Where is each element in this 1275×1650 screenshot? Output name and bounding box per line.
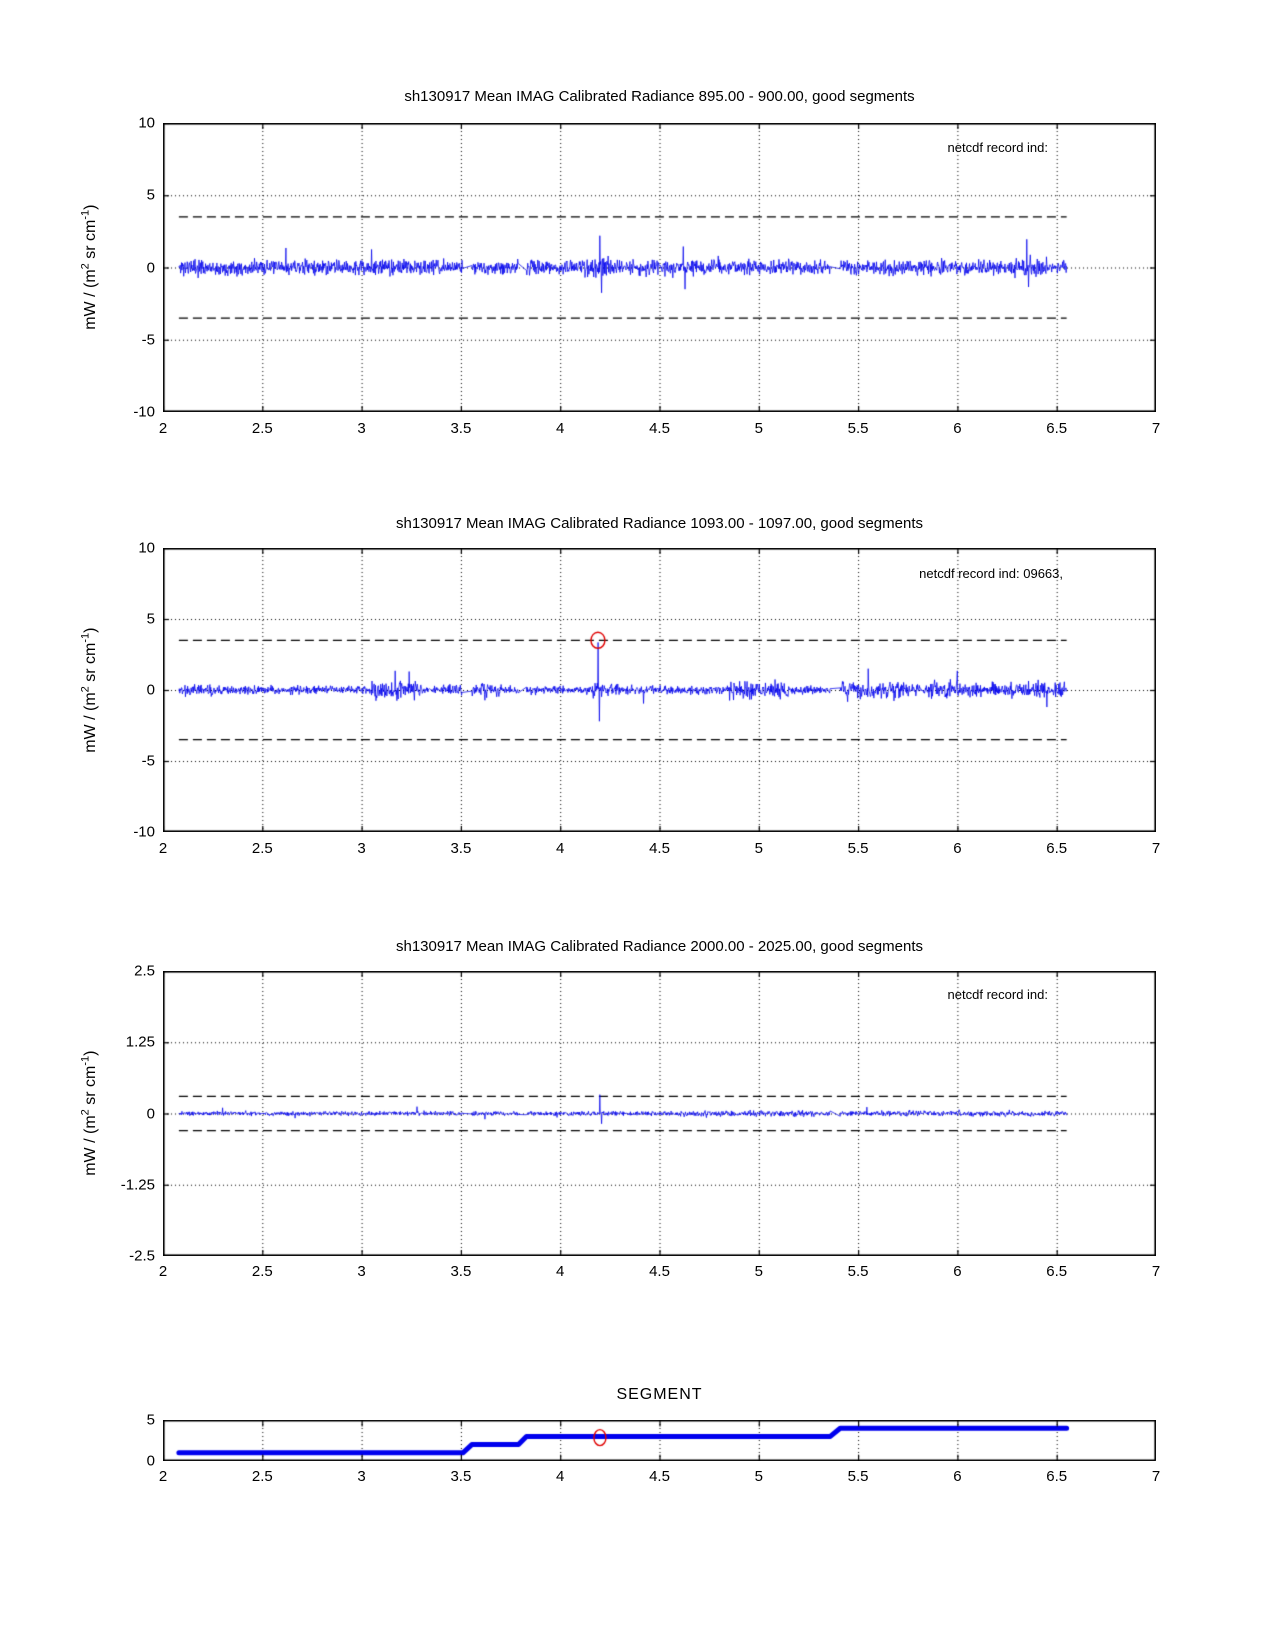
x-tick-label: 6: [953, 1468, 962, 1485]
plot1-y-axis-label: mW / ($m^2$ sr $cm^{-1}$): [79, 204, 100, 331]
plot3-canvas: [163, 971, 1156, 1256]
plot3-title: sh130917 Mean IMAG Calibrated Radiance 2000.00 - 2025.00, good segments: [395, 938, 923, 955]
x-tick-label: 5: [754, 420, 763, 437]
y-tick-label: -5: [141, 331, 155, 349]
x-tick-label: 5.5: [847, 840, 869, 857]
plot2-y-tick-labels: [93, 539, 155, 841]
x-tick-label: 3.5: [450, 840, 472, 857]
x-tick-label: 5.5: [847, 1263, 869, 1280]
x-tick-label: 3: [357, 420, 366, 437]
x-tick-label: 6: [953, 1263, 962, 1280]
plot3-annotation: netcdf record ind:: [947, 987, 1048, 1002]
x-tick-label: 6.5: [1046, 1468, 1068, 1485]
x-tick-label: 6: [953, 420, 962, 437]
x-tick-label: 7: [1151, 1468, 1161, 1485]
y-tick-label: -2.5: [129, 1247, 155, 1265]
x-tick-label: 6: [953, 840, 962, 857]
x-tick-label: 3: [357, 840, 366, 857]
y-tick-label: 0: [146, 681, 155, 699]
x-tick-label: 7: [1151, 840, 1161, 857]
x-tick-label: 2: [158, 840, 168, 857]
x-tick-label: 5: [754, 1468, 763, 1485]
x-tick-label: 4: [556, 420, 565, 437]
y-tick-label: 0: [146, 259, 155, 276]
x-tick-label: 4.5: [649, 1263, 670, 1280]
segment-plot-y-tick-labels: [93, 1411, 155, 1470]
x-tick-label: 6.5: [1046, 840, 1068, 857]
plot1-x-tick-labels: [158, 420, 1161, 440]
x-tick-label: 3: [357, 1263, 366, 1280]
x-tick-label: 6.5: [1046, 420, 1068, 437]
y-tick-label: -10: [133, 823, 155, 841]
x-tick-label: 5.5: [847, 1468, 869, 1485]
x-tick-label: 2.5: [251, 420, 273, 437]
x-tick-label: 2: [158, 1468, 168, 1485]
y-tick-label: 10: [138, 539, 155, 557]
y-tick-label: -10: [133, 403, 155, 421]
segment-plot-x-tick-labels: [158, 1468, 1161, 1488]
x-tick-label: 4: [556, 840, 565, 857]
y-tick-label: -5: [141, 752, 155, 770]
x-tick-label: 3.5: [450, 420, 472, 437]
segment-plot-canvas: [163, 1420, 1156, 1461]
y-tick-label: 2.5: [134, 962, 155, 980]
plot3-y-tick-labels: [93, 962, 155, 1265]
x-tick-label: 5: [754, 840, 763, 857]
x-tick-label: 2.5: [251, 1468, 273, 1485]
x-tick-label: 2.5: [251, 1263, 273, 1280]
y-tick-label: 5: [146, 610, 155, 628]
y-tick-label: -1.25: [120, 1176, 155, 1194]
y-tick-label: 5: [146, 186, 155, 204]
x-tick-label: 4: [556, 1263, 565, 1280]
x-tick-label: 3: [357, 1468, 366, 1485]
x-tick-label: 6.5: [1046, 1263, 1068, 1280]
plot2-x-tick-labels: [158, 840, 1161, 860]
y-tick-label: 1.25: [125, 1033, 155, 1051]
y-tick-label: 0: [146, 1452, 155, 1470]
y-tick-label: 0: [146, 1105, 155, 1122]
plot2-title: sh130917 Mean IMAG Calibrated Radiance 1093.00 - 1097.00, good segments: [395, 515, 923, 532]
x-tick-label: 4.5: [649, 1468, 670, 1485]
plot2-annotation: netcdf record ind: 09663,: [919, 566, 1063, 581]
plot1-annotation: netcdf record ind:: [947, 140, 1048, 155]
plot2-y-axis-label: mW / ($m^2$ sr $cm^{-1}$): [79, 627, 100, 753]
x-tick-label: 2: [158, 420, 168, 437]
x-tick-label: 3.5: [450, 1468, 472, 1485]
y-tick-label: 10: [138, 114, 155, 132]
plot1-canvas: [163, 123, 1156, 412]
x-tick-label: 2: [158, 1263, 168, 1280]
x-tick-label: 7: [1151, 420, 1161, 437]
x-tick-label: 4.5: [649, 840, 670, 857]
y-tick-label: 5: [146, 1411, 155, 1429]
plot3-y-axis-label: mW / ($m^2$ sr $cm^{-1}$): [79, 1050, 100, 1177]
x-tick-label: 5.5: [847, 420, 869, 437]
x-tick-label: 2.5: [251, 840, 273, 857]
segment-plot-title: SEGMENT: [616, 1386, 703, 1403]
x-tick-label: 5: [754, 1263, 763, 1280]
plot1-y-tick-labels: [93, 114, 155, 421]
plot1-title: sh130917 Mean IMAG Calibrated Radiance 895.00 - 900.00, good segments: [404, 88, 915, 105]
x-tick-label: 4.5: [649, 420, 670, 437]
x-tick-label: 4: [556, 1468, 565, 1485]
x-tick-label: 7: [1151, 1263, 1161, 1280]
plot3-x-tick-labels: [158, 1263, 1161, 1283]
x-tick-label: 3.5: [450, 1263, 472, 1280]
plot2-canvas: [163, 548, 1156, 832]
